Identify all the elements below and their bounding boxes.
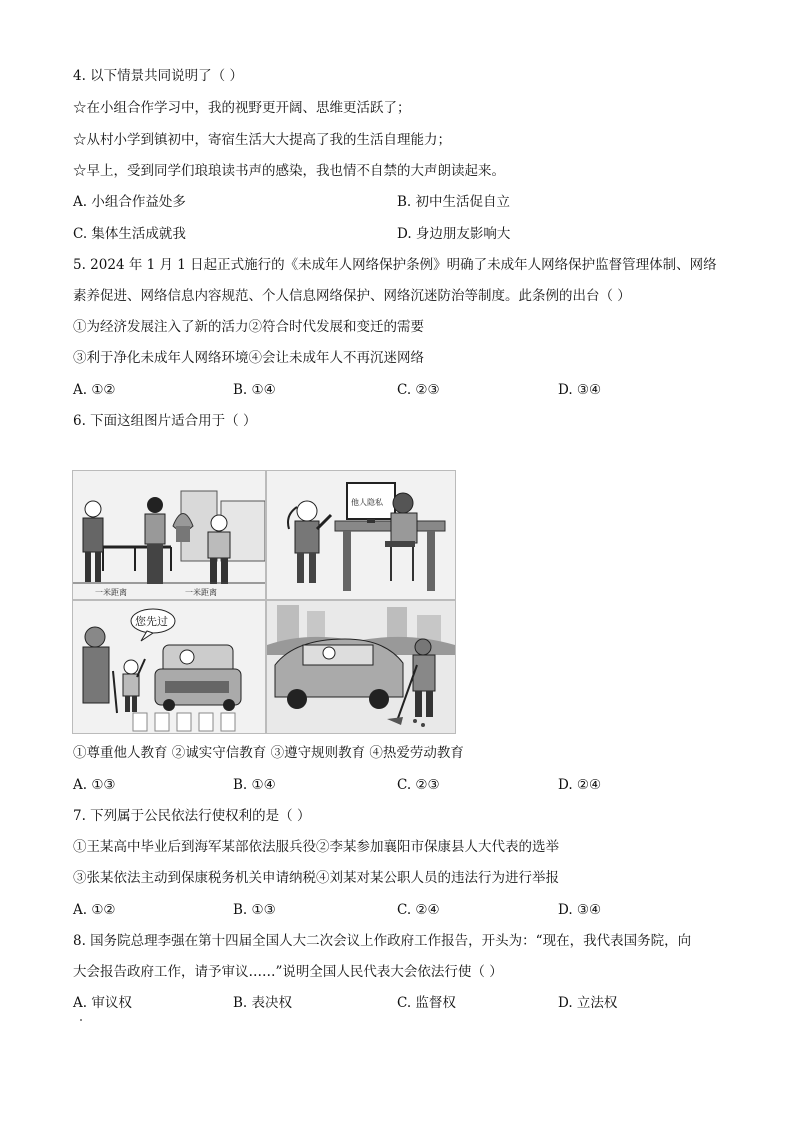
q6-picture-queue-label-a: 一米距离	[95, 588, 127, 597]
q7-option-c: C. ②④	[397, 902, 440, 918]
q4-scenario-2: ☆从村小学到镇初中，寄宿生活大大提高了我的生活自理能力；	[73, 132, 451, 148]
q8-option-d: D. 立法权	[558, 995, 618, 1011]
q8-stem-line2: 大会报告政府工作，请予审议……”说明全国人民代表大会依法行使（ ）	[73, 964, 503, 980]
q8-stem-line1: 8. 国务院总理李强在第十四届全国人大二次会议上作政府工作报告，开头为：“现在，我代表国务院，向	[73, 933, 692, 949]
q6-option-b: B. ①④	[233, 777, 276, 793]
q6-option-a: A. ①③	[73, 777, 116, 793]
q4-scenario-1: ☆在小组合作学习中，我的视野更开阔、思维更活跃了；	[73, 100, 411, 116]
q4-option-c: C. 集体生活成就我	[73, 226, 186, 242]
stray-mark	[80, 1019, 82, 1021]
q4-option-b: B. 初中生活促自立	[397, 194, 511, 210]
q4-scenario-3: ☆早上，受到同学们琅琅读书声的感染，我也情不自禁的大声朗读起来。	[73, 163, 505, 179]
q6-picture-littering	[266, 600, 456, 734]
q5-option-a: A. ①②	[73, 382, 116, 398]
q5-option-b: B. ①④	[233, 382, 276, 398]
q8-option-c: C. 监督权	[397, 995, 456, 1011]
q7-statements-1: ①王某高中毕业后到海军某部依法服兵役②李某参加襄阳市保康县人大代表的选举	[73, 839, 559, 855]
q6-picture-privacy	[266, 470, 456, 600]
q6-option-c: C. ②③	[397, 777, 440, 793]
q7-stem: 7. 下列属于公民依法行使权利的是（ ）	[73, 808, 311, 824]
q6-picture-crosswalk-bubble: 您先过	[135, 615, 168, 628]
q5-statements-1: ①为经济发展注入了新的活力②符合时代发展和变迁的需要	[73, 319, 424, 335]
q5-stem-line2: 素养促进、网络信息内容规范、个人信息网络保护、网络沉迷防治等制度。此条例的出台（ ）	[73, 288, 631, 304]
q6-picture-queue	[72, 470, 266, 600]
q5-statements-2: ③利于净化未成年人网络环境④会让未成年人不再沉迷网络	[73, 350, 424, 366]
q4-stem: 4. 以下情景共同说明了（ ）	[73, 68, 243, 84]
q6-option-d: D. ②④	[558, 777, 602, 793]
q6-education-items: ①尊重他人教育 ②诚实守信教育 ③遵守规则教育 ④热爱劳动教育	[73, 745, 464, 761]
q8-option-b: B. 表决权	[233, 995, 293, 1011]
q7-statements-2: ③张某依法主动到保康税务机关申请纳税④刘某对某公职人员的违法行为进行举报	[73, 870, 559, 886]
q5-stem-line1: 5. 2024 年 1 月 1 日起正式施行的《未成年人网络保护条例》明确了未成年人网络保护监督管理体制、网络	[73, 257, 717, 273]
q6-picture-queue-label-b: 一米距离	[185, 588, 217, 597]
q7-option-a: A. ①②	[73, 902, 116, 918]
q7-option-b: B. ①③	[233, 902, 276, 918]
q8-option-a: A. 审议权	[73, 995, 132, 1011]
q6-picture-crosswalk	[72, 600, 266, 734]
q5-option-d: D. ③④	[558, 382, 602, 398]
q6-stem: 6. 下面这组图片适合用于（ ）	[73, 413, 257, 429]
q4-option-d: D. 身边朋友影响大	[397, 226, 511, 242]
q5-option-c: C. ②③	[397, 382, 440, 398]
q6-picture-privacy-screen: 他人隐私	[351, 498, 383, 507]
q4-option-a: A. 小组合作益处多	[73, 194, 186, 210]
q6-picture-grid	[72, 470, 454, 732]
q7-option-d: D. ③④	[558, 902, 602, 918]
